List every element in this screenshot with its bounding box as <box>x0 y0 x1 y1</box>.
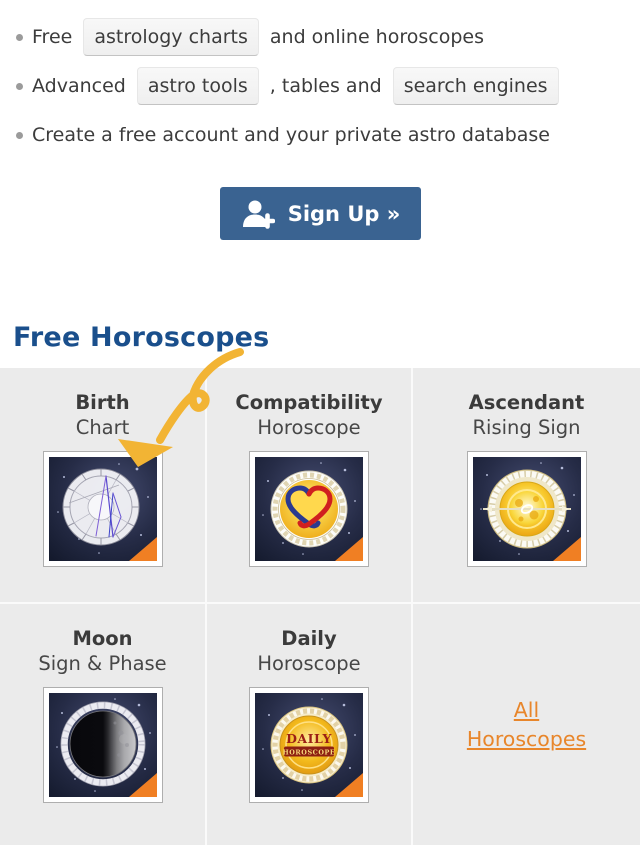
card-title-line2: Horoscope <box>257 652 361 675</box>
daily-thumbnail[interactable] <box>249 687 369 803</box>
intro-bullet-account <box>16 119 632 151</box>
card-title-line1: Birth <box>75 391 130 414</box>
corner-fold-icon <box>335 773 363 797</box>
daily-badge-line2: HOROSCOPE <box>282 748 336 757</box>
card-title-line1: Moon <box>72 627 133 650</box>
card-title[interactable] <box>38 626 166 676</box>
ascendant-thumbnail[interactable] <box>467 451 587 567</box>
all-horoscopes-link[interactable]: All Horoscopes <box>466 697 587 751</box>
card-title[interactable] <box>257 626 360 676</box>
card-title-line1: Daily <box>281 627 337 650</box>
free-horoscopes-grid <box>0 368 640 845</box>
bullet-icon <box>16 34 23 41</box>
bullet-icon <box>16 83 23 90</box>
intro-text: and online horoscopes <box>269 26 484 48</box>
card-all-horoscopes <box>413 604 640 845</box>
card-title[interactable] <box>75 390 129 440</box>
card-ascendant[interactable] <box>413 368 640 604</box>
card-title[interactable] <box>235 390 382 440</box>
card-title-line2: Sign & Phase <box>38 652 167 675</box>
intro-text: , tables and <box>269 75 382 97</box>
intro-text: Free <box>32 26 73 48</box>
card-compatibility[interactable] <box>207 368 413 604</box>
intro-text: Advanced <box>32 75 126 97</box>
card-title[interactable] <box>469 390 585 440</box>
card-title-line1: Ascendant <box>468 391 585 414</box>
astro-tools-link[interactable]: astro tools <box>137 67 259 105</box>
compatibility-thumbnail[interactable] <box>249 451 369 567</box>
card-daily[interactable] <box>207 604 413 845</box>
intro-bullet-astro-tools <box>16 64 632 108</box>
birth-chart-thumbnail[interactable] <box>43 451 163 567</box>
card-title-line2: Horoscope <box>257 416 361 439</box>
user-add-icon <box>241 199 275 229</box>
free-horoscopes-heading: Free Horoscopes <box>13 322 270 353</box>
daily-badge-line1: DAILY <box>286 731 332 746</box>
card-title-line1: Compatibility <box>235 391 383 414</box>
intro-text: Create a free account and your private astro database <box>32 124 550 146</box>
astrology-charts-link[interactable]: astrology charts <box>83 18 259 56</box>
bullet-icon <box>16 132 23 139</box>
sign-up-button[interactable] <box>220 187 421 240</box>
search-engines-link[interactable]: search engines <box>393 67 559 105</box>
moon-thumbnail[interactable] <box>43 687 163 803</box>
intro-bullet-free-charts <box>16 15 632 59</box>
card-birth-chart[interactable] <box>0 368 207 604</box>
corner-fold-icon <box>129 773 157 797</box>
card-moon[interactable] <box>0 604 207 845</box>
sign-up-label: Sign Up » <box>287 201 401 226</box>
card-title-line2: Rising Sign <box>472 416 581 439</box>
card-title-line2: Chart <box>75 416 130 439</box>
corner-fold-icon <box>553 537 581 561</box>
corner-fold-icon <box>129 537 157 561</box>
corner-fold-icon <box>335 537 363 561</box>
